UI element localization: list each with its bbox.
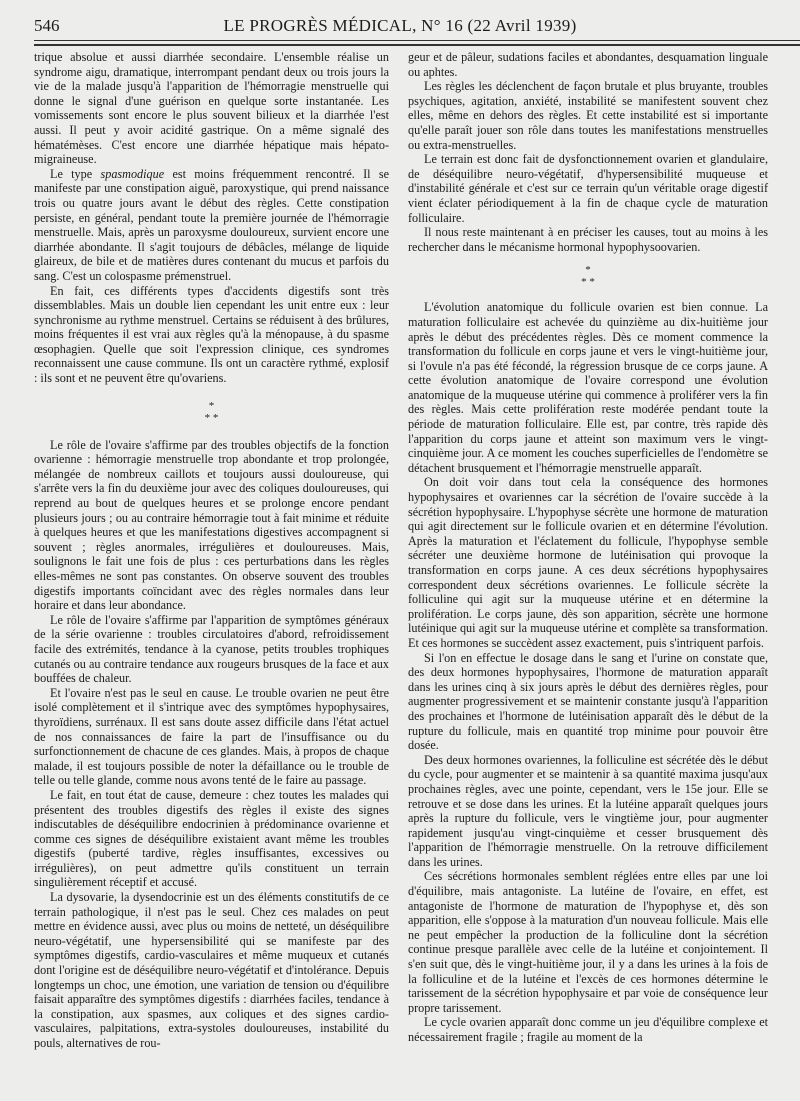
paragraph: Le cycle ovarien apparaît donc comme un jeu d'équilibre complexe et nécessairement fragile ; fragile au moment de la xyxy=(408,1015,768,1044)
asterism-top: * xyxy=(585,264,591,277)
paragraph: Les règles les déclenchent de façon brutale et plus bruyante, troubles psychiques, agitation, anxiété, instabilité se manifestent souvent chez elles, même en dehors des règles. Et cette instabilité est si importante qu'elle paraît jouer son rôle dans toutes les manifestations menstruelles ou extra-menstruelles. xyxy=(408,79,768,152)
paragraph-text: est moins fréquemment rencontré. Il se manifeste par une constipation aiguë, paroxystique, qui prend naissance trois ou quatre jours avant le début des règles. Cette constipation persiste, en général, pendant toute la première journée de l'hémorragie menstruelle. Mais, après un paroxysme douloureux, survient encore une diarrhée abondante. Il s'agit toujours de débâcles, mélange de liquide glaireux, de bile et de matières dures contenant du mucus et parfois du sang. C'est un colospasme prémenstruel. xyxy=(34,166,390,283)
page-header xyxy=(0,16,800,38)
journal-title: LE PROGRÈS MÉDICAL, N° 16 (22 Avril 1939) xyxy=(223,16,577,35)
paragraph: Le fait, en tout état de cause, demeure : chez toutes les malades qui présentent des troubles digestifs des règles il existe des signes indiscutables de déséquilibre endocrinien à prédominance ovarienne et comme ces signes de déséquilibre existaient avant même les troubles digestifs (puberté tardive, règles insuffisantes, excessives ou irrégulières), on peut admettre qu'ils constituent un terrain singulièrement réceptif et accusé. xyxy=(34,787,389,890)
header-rule xyxy=(34,40,800,41)
asterism-bottom: * * xyxy=(581,276,595,289)
asterism-bottom: * * xyxy=(204,411,219,424)
paragraph: Le rôle de l'ovaire s'affirme par l'apparition de symptômes généraux de la série ovarienne : troubles circulatoires d'abord, refroidissement facile des extrémités, tendance à la cyanose, petits troubles trophiques cutanés ou au contraire tendance aux rougeurs brusques de la face et aux bouffées de chaleur. xyxy=(34,612,389,686)
left-column xyxy=(34,50,389,1051)
paragraph xyxy=(34,167,389,284)
paragraph: Des deux hormones ovariennes, la folliculine est sécrétée dès le début du cycle, pour augmenter et se maintenir à sa quantité maxima jusqu'aux prochaines règles, avec une pointe, cependant, vers le 15e jour. Elle se retrouve et se dose dans les urines. Et la lutéine apparaît quelques jours après la rupture du follicule, vers le vingtième jour, pour augmenter rapidement jusqu'au vingt-cinquième et cesser brusquement dès l'apparition de l'hémorragie menstruelle. On la retrouve difficilement dans les urines. xyxy=(408,752,768,869)
paragraph: Si l'on en effectue le dosage dans le sang et l'urine on constate que, des deux hormones hypophysaires, l'hormone de maturation apparaît dans les urines cinq à six jours après le début des dernières règles, pour augmenter progressivement et se maintenir constante jusqu'à l'apparition des prochaines et l'hormone de lutéinisation apparaît dès le début de la rupture du follicule, mais en quantité trop minime pour pouvoir être dosée. xyxy=(408,650,768,753)
paragraph: Le rôle de l'ovaire s'affirme par des troubles objectifs de la fonction ovarienne : hémorragie menstruelle trop abondante et trop prolongée, mélangée de nombreux caillots et toujours aussi douloureuse, qui s'arrête vers la fin du deuxième jour avec des coliques douloureuses, qui reprend au bout de quelques heures et se prolonge encore pendant plusieurs jours ; ou au contraire hémorragie tout à fait minime et réduite à quelques heures et que les manifestations digestives accompagnent si souvent ; règles anormales, irrégulières et douloureuses. Mais, soulignons le fait une fois de plus : ces perturbations dans les règles elles-mêmes ne sont pas constantes. On observe souvent des troubles digestifs importants coïncidant avec des règles normales dans leur horaire et dans leur abondance. xyxy=(34,437,389,613)
paragraph: Et l'ovaire n'est pas le seul en cause. Le trouble ovarien ne peut être isolé complètement et il s'intrique avec des symptômes hypophysaires, thyroïdiens, surrénaux. Il est sans doute assez difficile dans l'état actuel de nos connaissances de faire la part de l'insuffisance ou du surfonctionnement de chacune de ces glandes. Mais, à propos de chaque malade, il est toujours possible de noter la défaillance ou le trouble de telle ou telle glande, comme nous avons tenté de le faire au passage. xyxy=(34,685,389,788)
paragraph: Il nous reste maintenant à en préciser les causes, tout au moins à les rechercher dans le mécanisme hormonal hypophysoovarien. xyxy=(408,225,768,254)
paragraph: geur et de pâleur, sudations faciles et abondantes, desquamation linguale ou aphtes. xyxy=(408,50,768,79)
emphasis-text: spasmodique xyxy=(100,166,165,181)
paragraph-text: Le type xyxy=(50,166,101,181)
paragraph: L'évolution anatomique du follicule ovarien est bien connue. La maturation folliculaire est achevée du quinzième au dix-huitième jour après le début des précédentes règles. Dès ce moment commence la transformation du follicule en corps jaune et vers le vingt-huitième jour, si l'ovule n'a pas été fécondé, la régression brusque de ce corps jaune. A cette évolution anatomique de l'ovaire correspond une évolution anatomique de la muqueuse utérine qui commence à proliférer vers la fin des règles. Mais cette prolifération reste modérée pendant toute la période de maturation folliculaire. Elle est, par contre, très rapide dès l'apparition du corps jaune et atteint son maximum vers le vingt-cinquième jour. A ce moment les couches superficielles de l'endomètre se détachent brusquement et l'hémorragie menstruelle apparaît. xyxy=(408,300,768,475)
paragraph: trique absolue et aussi diarrhée secondaire. L'ensemble réalise un syndrome aigu, dramatique, interrompant pendant deux ou trois jours la vie de la malade jusqu'à l'apparition de l'hémorragie menstruelle qui donne le signal d'une guérison en quelque sorte instantanée. Les vomissements sont encore le plus souvent bilieux et la diarrhée l'est aussi. Il peut y avoir acidité gastrique. On a même signalé des hématémèses. C'est encore une diarrhée hépatique mais hépato-migraineuse. xyxy=(34,50,389,167)
paragraph: Le terrain est donc fait de dysfonctionnement ovarien et glandulaire, de déséquilibre neuro-végétatif, d'hypersensibilité muqueuse et d'instabilité générale et c'est sur ce terrain qu'un véritable orage digestif vient éclater périodiquement à la fin de chaque cycle de maturation folliculaire. xyxy=(408,152,768,225)
paragraph: On doit voir dans tout cela la conséquence des hormones hypophysaires et ovariennes car la sécrétion de l'ovaire succède à la sécrétion hypophysaire. L'hypophyse sécrète une hormone de maturation qui agit directement sur le follicule ovarien et en détermine l'évolution. Après la maturation et l'éclatement du follicule, l'hypophyse semble sécréter une deuxième hormone de lutéinisation qui provoque la transformation en corps jaune. A ces deux sécrétions hypophysaires correspondent deux sécrétions ovariennes. Le follicule sécrète la folliculine qui agit sur la muqueuse utérine et en détermine la prolifération. Le corps jaune, dès son apparition, sécrète une hormone lutéinique qui agit sur la muqueuse utérine et complète sa transformation. Et ces hormones se succèdent assez exactement, puis s'intriquent parfois. xyxy=(408,475,768,650)
paragraph: Ces sécrétions hormonales semblent réglées entre elles par une loi d'équilibre, mais antagoniste. La lutéine de l'ovaire, en effet, est antagoniste de l'hormone de maturation de l'hypophyse et, dès son apparition, elle s'oppose à la maturation d'un nouveau follicule. Mais elle ne peut empêcher la production de la folliculine dont la sécrétion continue presque parallèle avec celle de la lutéine et conjointement. Il s'en suit que, dès le vingt-huitième jour, il y a dans les urines à la fois de la folliculine et de la lutéine et l'excès de ces hormones détermine le tarissement de la sécrétion hypophysaire et par voie de conséquence leur propre tarissement. xyxy=(408,869,768,1015)
header-rule-thick xyxy=(34,44,800,46)
page-number: 546 xyxy=(34,16,60,35)
paragraph: La dysovarie, la dysendocrinie est un des éléments constitutifs de ce terrain pathologique, il n'est pas le seul. Chez ces malades on peut mettre en évidence aussi, avec plus ou moins de netteté, un déséquilibre neuro-végétatif, une hypersensibilité qui se manifeste par des symptômes digestifs, cardio-vasculaires et même muqueux et cutanés dont l'origine est de déséquilibre neuro-végétatif et d'intolérance. Depuis longtemps un choc, une émotion, une variation de tension ou d'équilibre faisait apparaître des symptômes digestifs : diarrhées faciles, tendance à la constipation, aux spasmes, aux coliques et des signes cardio-vasculaires, palpitations, extra-systoles douloureuses, instabilité du pouls, alternatives de rou- xyxy=(34,890,389,1050)
paragraph: En fait, ces différents types d'accidents digestifs sont très dissemblables. Mais un double lien cependant les unit entre eux : leur synchronisme au rythme menstruel. Certains se réduisent à des brûlures, moins fréquentes il est vrai aux règles qu'à la ménopause, à du spasme œsophagien. Quelle que soit l'expression clinique, ces syndromes reconnaissent une cause commune. Ils ont un caractère rythmé, explosif : ils sont et ne peuvent être qu'ovariens. xyxy=(34,283,389,386)
right-column xyxy=(408,50,768,1045)
asterism-top: * xyxy=(208,399,215,412)
section-separator xyxy=(34,400,389,424)
section-separator xyxy=(408,264,768,288)
